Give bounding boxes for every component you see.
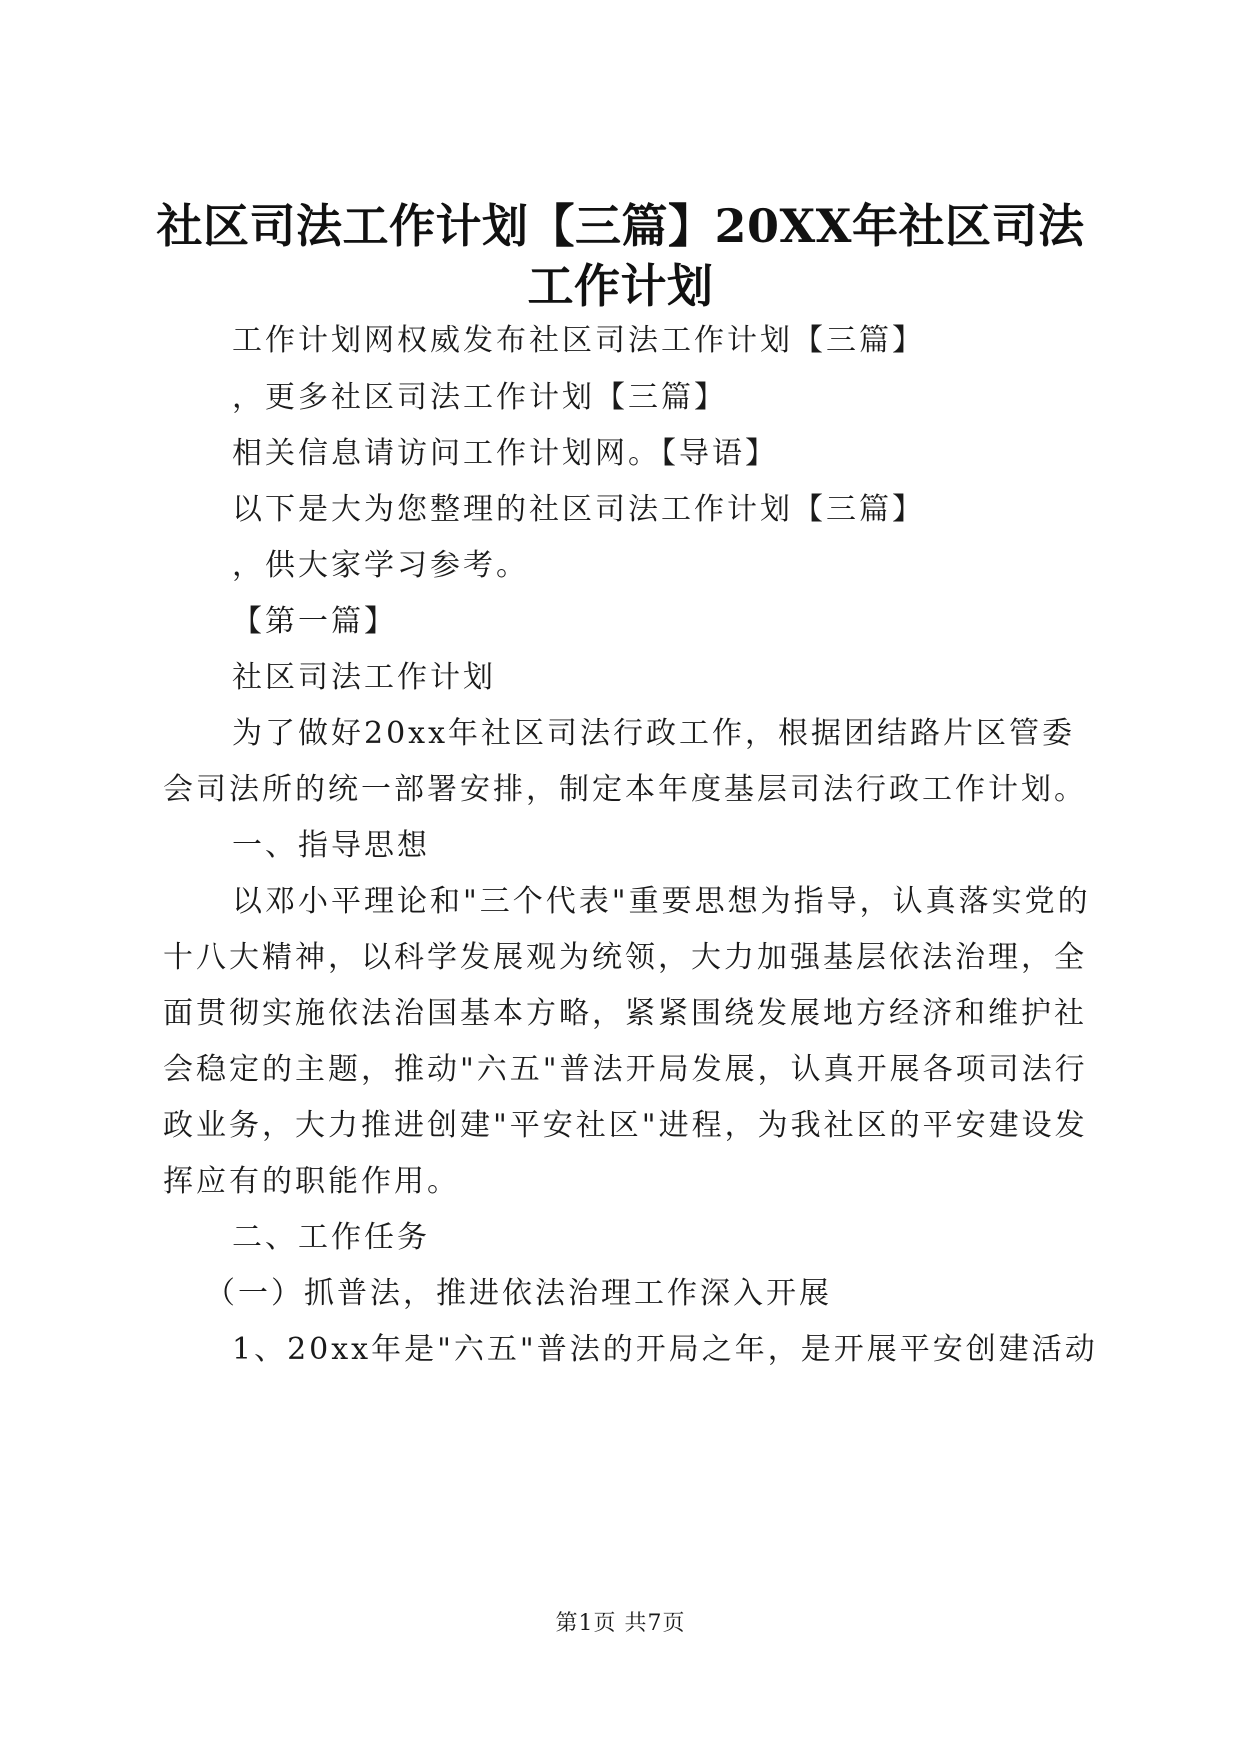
paragraph-line: 会稳定的主题，推动"六五"普法开局发展，认真开展各项司法行 xyxy=(163,1052,1088,1087)
paragraph-line: 工作计划网权威发布社区司法工作计划【三篇】 xyxy=(232,323,925,358)
paragraph-line: 政业务，大力推进创建"平安社区"进程，为我社区的平安建设发 xyxy=(163,1108,1088,1143)
paragraph-line: 十八大精神，以科学发展观为统领，大力加强基层依法治理，全 xyxy=(163,940,1087,975)
paragraph-line: 以下是大为您整理的社区司法工作计划【三篇】 xyxy=(232,492,925,527)
document-title-line-1: 社区司法工作计划【三篇】20XX年社区司法 xyxy=(156,199,1085,253)
paragraph-line: ，供大家学习参考。 xyxy=(232,548,529,583)
paragraph-line: 以邓小平理论和"三个代表"重要思想为指导，认真落实党的 xyxy=(232,884,1091,919)
paragraph-line: 为了做好20xx年社区司法行政工作，根据团结路片区管委 xyxy=(232,716,1076,751)
paragraph-line: 会司法所的统一部署安排，制定本年度基层司法行政工作计划。 xyxy=(163,772,1087,807)
paragraph-line: 相关信息请访问工作计划网。【导语】 xyxy=(232,436,778,471)
section-heading: 【第一篇】 xyxy=(232,604,397,639)
section-heading: 二、工作任务 xyxy=(232,1220,430,1255)
subsection-heading: （一）抓普法，推进依法治理工作深入开展 xyxy=(205,1276,832,1311)
section-subtitle: 社区司法工作计划 xyxy=(232,660,496,695)
paragraph-line: 1、20xx年是"六五"普法的开局之年，是开展平安创建活动 xyxy=(232,1332,1098,1367)
paragraph-line: ，更多社区司法工作计划【三篇】 xyxy=(232,380,727,415)
paragraph-line: 挥应有的职能作用。 xyxy=(163,1164,460,1199)
page-footer: 第1页 共7页 xyxy=(555,1611,686,1636)
document-title-line-2: 工作计划 xyxy=(527,259,714,313)
paragraph-line: 面贯彻实施依法治国基本方略，紧紧围绕发展地方经济和维护社 xyxy=(163,996,1087,1031)
section-heading: 一、指导思想 xyxy=(232,828,430,863)
